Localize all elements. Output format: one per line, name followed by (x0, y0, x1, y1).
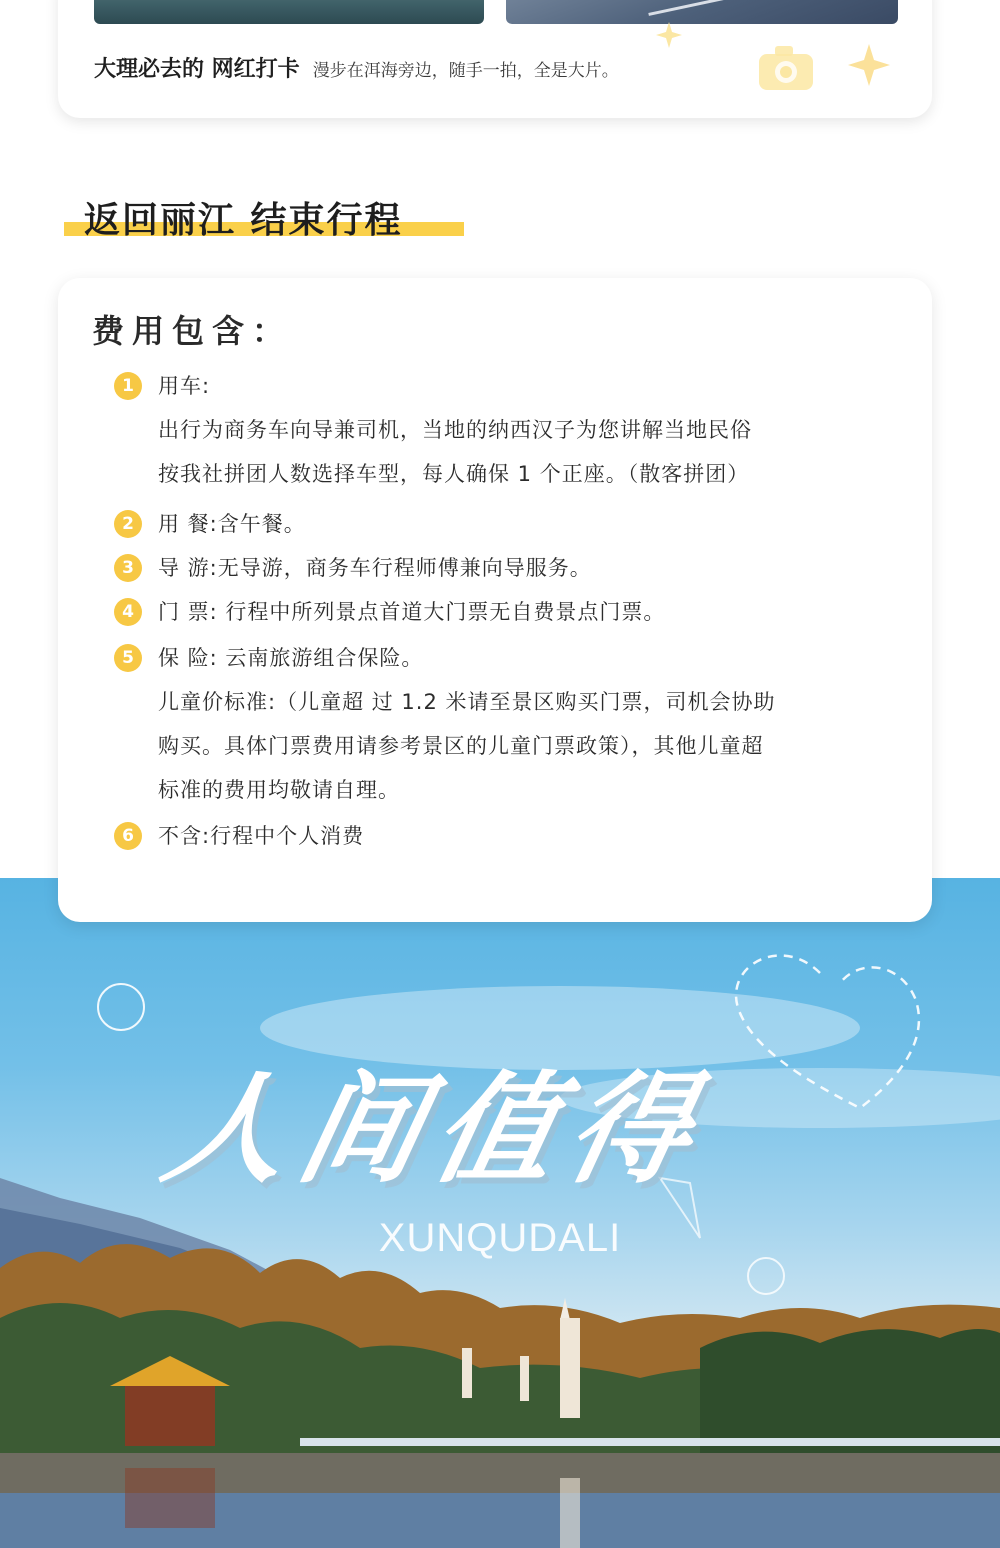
sparkle-icon (848, 44, 890, 86)
hero-slogan: 人间值得 (152, 1061, 719, 1200)
hero-subtitle: XUNQUDALI (378, 1216, 622, 1260)
item-line: 儿童价标准:（儿童超 过 1.2 米请至景区购买门票，司机会协助 (158, 690, 776, 714)
item-number-badge: 1 (114, 372, 142, 400)
item-line: 标准的费用均敬请自理。 (158, 778, 400, 802)
caption-bold: 大理必去的 网红打卡 (94, 57, 300, 82)
circle-decor (98, 984, 144, 1030)
item-line: 按我社拼团人数选择车型，每人确保 1 个正座。（散客拼团） (158, 462, 750, 486)
section-title (64, 192, 403, 248)
item-line: 门 票: 行程中所列景点首道大门票无自费景点门票。 (158, 600, 666, 624)
fee-card (58, 278, 932, 922)
circle-decor (748, 1258, 784, 1294)
hero-banner (0, 878, 1000, 1548)
item-line: 保 险: 云南旅游组合保险。 (158, 646, 424, 670)
item-line: 用车: (158, 374, 211, 398)
item-line: 不含:行程中个人消费 (158, 824, 365, 848)
photo-caption (94, 52, 619, 83)
item-number-badge: 5 (114, 644, 142, 672)
camera-icon (753, 40, 823, 100)
caption-light: 漫步在洱海旁边，随手一拍，全是大片。 (312, 61, 619, 81)
section-title-text: 返回丽江 结束行程 (84, 200, 403, 241)
erhai-photo-right (506, 0, 898, 24)
item-number-badge: 2 (114, 510, 142, 538)
fee-title: 费用包含： (92, 312, 293, 350)
erhai-photo-left (94, 0, 484, 24)
item-line: 用 餐:含午餐。 (158, 512, 306, 536)
photo-card (58, 0, 932, 118)
item-line: 出行为商务车向导兼司机，当地的纳西汉子为您讲解当地民俗 (158, 418, 752, 442)
item-number-badge: 6 (114, 822, 142, 850)
item-line: 购买。具体门票费用请参考景区的儿童门票政策），其他儿童超 (158, 734, 764, 758)
landscape-illustration (0, 878, 1000, 1548)
item-number-badge: 3 (114, 554, 142, 582)
item-number-badge: 4 (114, 598, 142, 626)
sparkle-icon (656, 22, 682, 48)
item-line: 导 游:无导游，商务车行程师傅兼向导服务。 (158, 556, 592, 580)
